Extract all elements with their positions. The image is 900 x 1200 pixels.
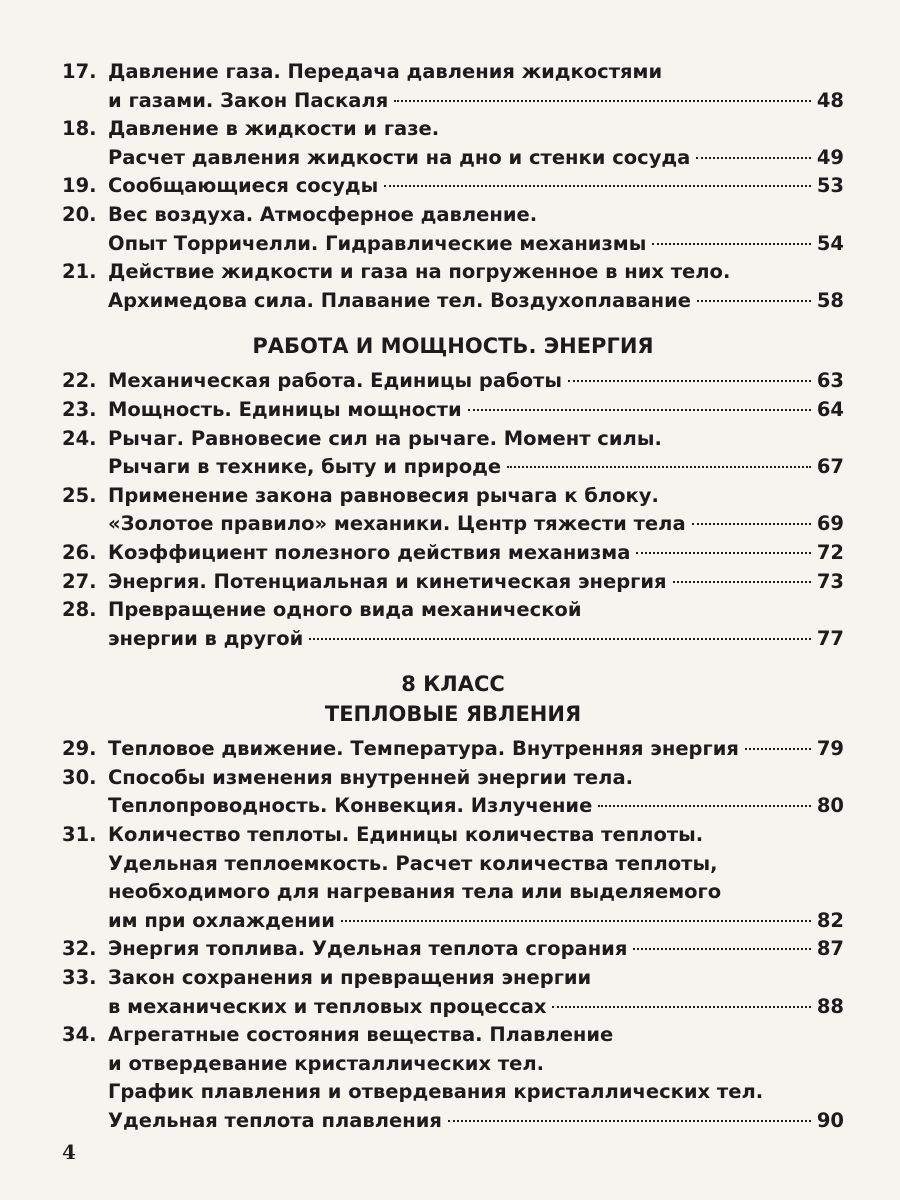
toc-entry-title: им при охлаждении <box>108 908 335 932</box>
toc-entry-title: Тепловое движение. Температура. Внутренняя энергия <box>108 737 739 761</box>
toc-entry-title: Действие жидкости и газа на погруженное в них тело. <box>108 260 731 284</box>
table-of-contents <box>62 58 844 1136</box>
toc-entry-title: Применение закона равновесия рычага к блоку. <box>108 483 659 507</box>
toc-entry-number: 17. <box>62 60 97 83</box>
dot-leader <box>468 409 811 411</box>
toc-entry-title: Энергия. Потенциальная и кинетическая энергия <box>108 569 667 593</box>
toc-entry-number: 29. <box>62 737 97 761</box>
toc-entry[interactable] <box>62 935 844 964</box>
toc-entry[interactable] <box>62 172 844 201</box>
toc-entry-number: 32. <box>62 937 97 961</box>
toc-entry-title: Мощность. Единицы мощности <box>108 397 462 421</box>
toc-entry-page: 67 <box>816 455 844 479</box>
toc-entry[interactable] <box>62 764 844 821</box>
toc-entry-line <box>62 1021 844 1050</box>
toc-entry-line <box>62 172 844 201</box>
toc-entry-title: Расчет давления жидкости на дно и стенки сосуда <box>108 145 691 169</box>
section-heading: ТЕПЛОВЫЕ ЯВЛЕНИЯ <box>324 702 582 727</box>
toc-entry[interactable] <box>62 425 844 482</box>
toc-entry-title: Сообщающиеся сосуды <box>108 174 379 198</box>
toc-entry-line <box>62 935 844 964</box>
dot-leader <box>692 523 811 525</box>
dot-leader <box>745 748 811 750</box>
toc-entry[interactable] <box>62 735 844 764</box>
toc-entry-title: в механических и тепловых процессах <box>108 994 547 1018</box>
toc-entry-number: 31. <box>62 823 97 847</box>
toc-entry-number: 21. <box>62 260 97 284</box>
page-number: 4 <box>62 1140 76 1164</box>
toc-entry[interactable] <box>62 568 844 597</box>
toc-entry-page: 69 <box>816 512 844 536</box>
toc-entry-line <box>62 1107 844 1136</box>
toc-entry-number: 25. <box>62 483 97 507</box>
toc-entry-title: и газами. Закон Паскаля <box>108 88 389 112</box>
toc-entry-title: Количество теплоты. Единицы количества теплоты. <box>108 823 704 847</box>
toc-entry[interactable] <box>62 482 844 539</box>
toc-entry-page: 87 <box>816 937 844 961</box>
toc-entry-title: Архимедова сила. Плавание тел. Воздухоплавание <box>108 288 691 312</box>
toc-entry-line <box>62 87 844 116</box>
toc-entry-page: 48 <box>816 88 844 112</box>
section-heading: 8 КЛАСС <box>401 672 505 697</box>
toc-entry-title: Коэффициент полезного действия механизма <box>108 540 631 564</box>
toc-entry-line <box>62 425 844 454</box>
toc-entry-page: 58 <box>816 288 844 312</box>
toc-entry-title: Рычаги в технике, быту и природе <box>108 455 502 479</box>
dot-leader <box>697 300 811 302</box>
toc-entry-page: 54 <box>816 231 844 255</box>
toc-entry-number: 22. <box>62 369 97 393</box>
toc-entry-page: 90 <box>816 1109 844 1132</box>
toc-entry-number: 30. <box>62 765 97 789</box>
toc-entry-title: Рычаг. Равновесие сил на рычаге. Момент силы. <box>108 426 662 450</box>
dot-leader <box>309 638 811 640</box>
toc-entry-title: Механическая работа. Единицы работы <box>108 369 562 393</box>
dot-leader <box>696 157 811 159</box>
toc-entry-line <box>62 964 844 993</box>
toc-entry-title: Теплопроводность. Конвекция. Излучение <box>108 794 593 818</box>
dot-leader <box>507 466 811 468</box>
dot-leader <box>652 243 811 245</box>
toc-entry-page: 80 <box>816 794 844 818</box>
toc-entry-line <box>62 735 844 764</box>
dot-leader <box>568 380 811 382</box>
dot-leader <box>384 185 811 187</box>
toc-entry-number: 20. <box>62 202 97 226</box>
toc-entry-number: 24. <box>62 426 97 450</box>
toc-entry-line <box>62 367 844 396</box>
toc-entry-title: Превращение одного вида механической <box>108 598 582 622</box>
toc-entry-number: 26. <box>62 540 97 564</box>
toc-entry-line <box>62 878 844 907</box>
dot-leader <box>394 100 811 102</box>
toc-entry-number: 18. <box>62 117 97 141</box>
toc-entry-line <box>62 850 844 879</box>
toc-entry-title: Вес воздуха. Атмосферное давление. <box>108 202 538 226</box>
toc-entry-page: 64 <box>816 397 844 421</box>
toc-entry-line <box>62 510 844 539</box>
toc-entry-number: 23. <box>62 397 97 421</box>
toc-entry-title: Давление в жидкости и газе. <box>108 117 440 141</box>
toc-entry-title: Удельная теплота плавления <box>108 1109 442 1132</box>
toc-entry-number: 33. <box>62 966 97 990</box>
toc-entry[interactable] <box>62 1021 844 1135</box>
toc-entry-line <box>62 568 844 597</box>
toc-entry-number: 27. <box>62 569 97 593</box>
toc-entry[interactable] <box>62 367 844 396</box>
toc-entry-line <box>62 1078 844 1107</box>
toc-entry-line <box>62 625 844 654</box>
dot-leader <box>448 1120 811 1122</box>
toc-entry-line <box>62 258 844 287</box>
toc-entry-page: 72 <box>816 540 844 564</box>
toc-entry-title: энергии в другой <box>108 626 304 650</box>
toc-entry-line <box>62 764 844 793</box>
toc-entry-title: Агрегатные состояния вещества. Плавление <box>108 1023 614 1047</box>
toc-entry-title: Энергия топлива. Удельная теплота сгорания <box>108 937 628 961</box>
toc-entry-title: Опыт Торричелли. Гидравлические механизмы <box>108 231 647 255</box>
toc-entry-title: Давление газа. Передача давления жидкостями <box>108 60 663 83</box>
dot-leader <box>636 552 810 554</box>
toc-entry-line <box>62 539 844 568</box>
section-heading: РАБОТА И МОЩНОСТЬ. ЭНЕРГИЯ <box>252 334 654 359</box>
toc-entry-line <box>62 230 844 259</box>
dot-leader <box>673 581 811 583</box>
toc-entry[interactable] <box>62 964 844 1021</box>
toc-entry-line <box>62 287 844 316</box>
dot-leader <box>598 805 811 807</box>
toc-entry-page: 53 <box>816 174 844 198</box>
toc-entry-page: 73 <box>816 569 844 593</box>
toc-entry-number: 19. <box>62 174 97 198</box>
toc-entry-line <box>62 396 844 425</box>
toc-entry-title: необходимого для нагревания тела или выделяемого <box>108 880 722 904</box>
toc-entry[interactable] <box>62 201 844 258</box>
toc-entry-page: 82 <box>816 908 844 932</box>
toc-entry[interactable] <box>62 596 844 653</box>
toc-entry-title: Закон сохранения и превращения энергии <box>108 966 592 990</box>
toc-entry[interactable] <box>62 115 844 172</box>
toc-entry-line <box>62 792 844 821</box>
toc-entry-line <box>62 596 844 625</box>
toc-entry-line <box>62 58 844 87</box>
toc-entry-page: 49 <box>816 145 844 169</box>
dot-leader <box>633 948 811 950</box>
toc-entry-line <box>62 115 844 144</box>
toc-entry-title: «Золотое правило» механики. Центр тяжести тела <box>108 512 686 536</box>
toc-entry-page: 63 <box>816 369 844 393</box>
toc-entry-line <box>62 144 844 173</box>
toc-entry-title: Удельная теплоемкость. Расчет количества теплоты, <box>108 851 718 875</box>
toc-entry[interactable] <box>62 539 844 568</box>
dot-leader <box>341 920 811 922</box>
toc-entry-page: 77 <box>816 626 844 650</box>
toc-entry[interactable] <box>62 258 844 315</box>
toc-entry-line <box>62 482 844 511</box>
toc-entry-line <box>62 1050 844 1079</box>
toc-entry-page: 88 <box>816 994 844 1018</box>
toc-entry[interactable] <box>62 396 844 425</box>
toc-entry-title: и отвердевание кристаллических тел. <box>108 1051 545 1075</box>
dot-leader <box>552 1006 810 1008</box>
toc-entry-line <box>62 201 844 230</box>
toc-entry-title: Способы изменения внутренней энергии тела. <box>108 765 634 789</box>
toc-entry[interactable] <box>62 821 844 935</box>
toc-entry-line <box>62 821 844 850</box>
toc-entry-line <box>62 453 844 482</box>
toc-entry-page: 79 <box>816 737 844 761</box>
toc-entry-title: График плавления и отвердевания кристаллических тел. <box>108 1080 764 1104</box>
toc-entry-number: 34. <box>62 1023 97 1047</box>
toc-entry[interactable] <box>62 58 844 115</box>
toc-entry-number: 28. <box>62 598 97 622</box>
toc-entry-line <box>62 993 844 1022</box>
toc-entry-line <box>62 907 844 936</box>
